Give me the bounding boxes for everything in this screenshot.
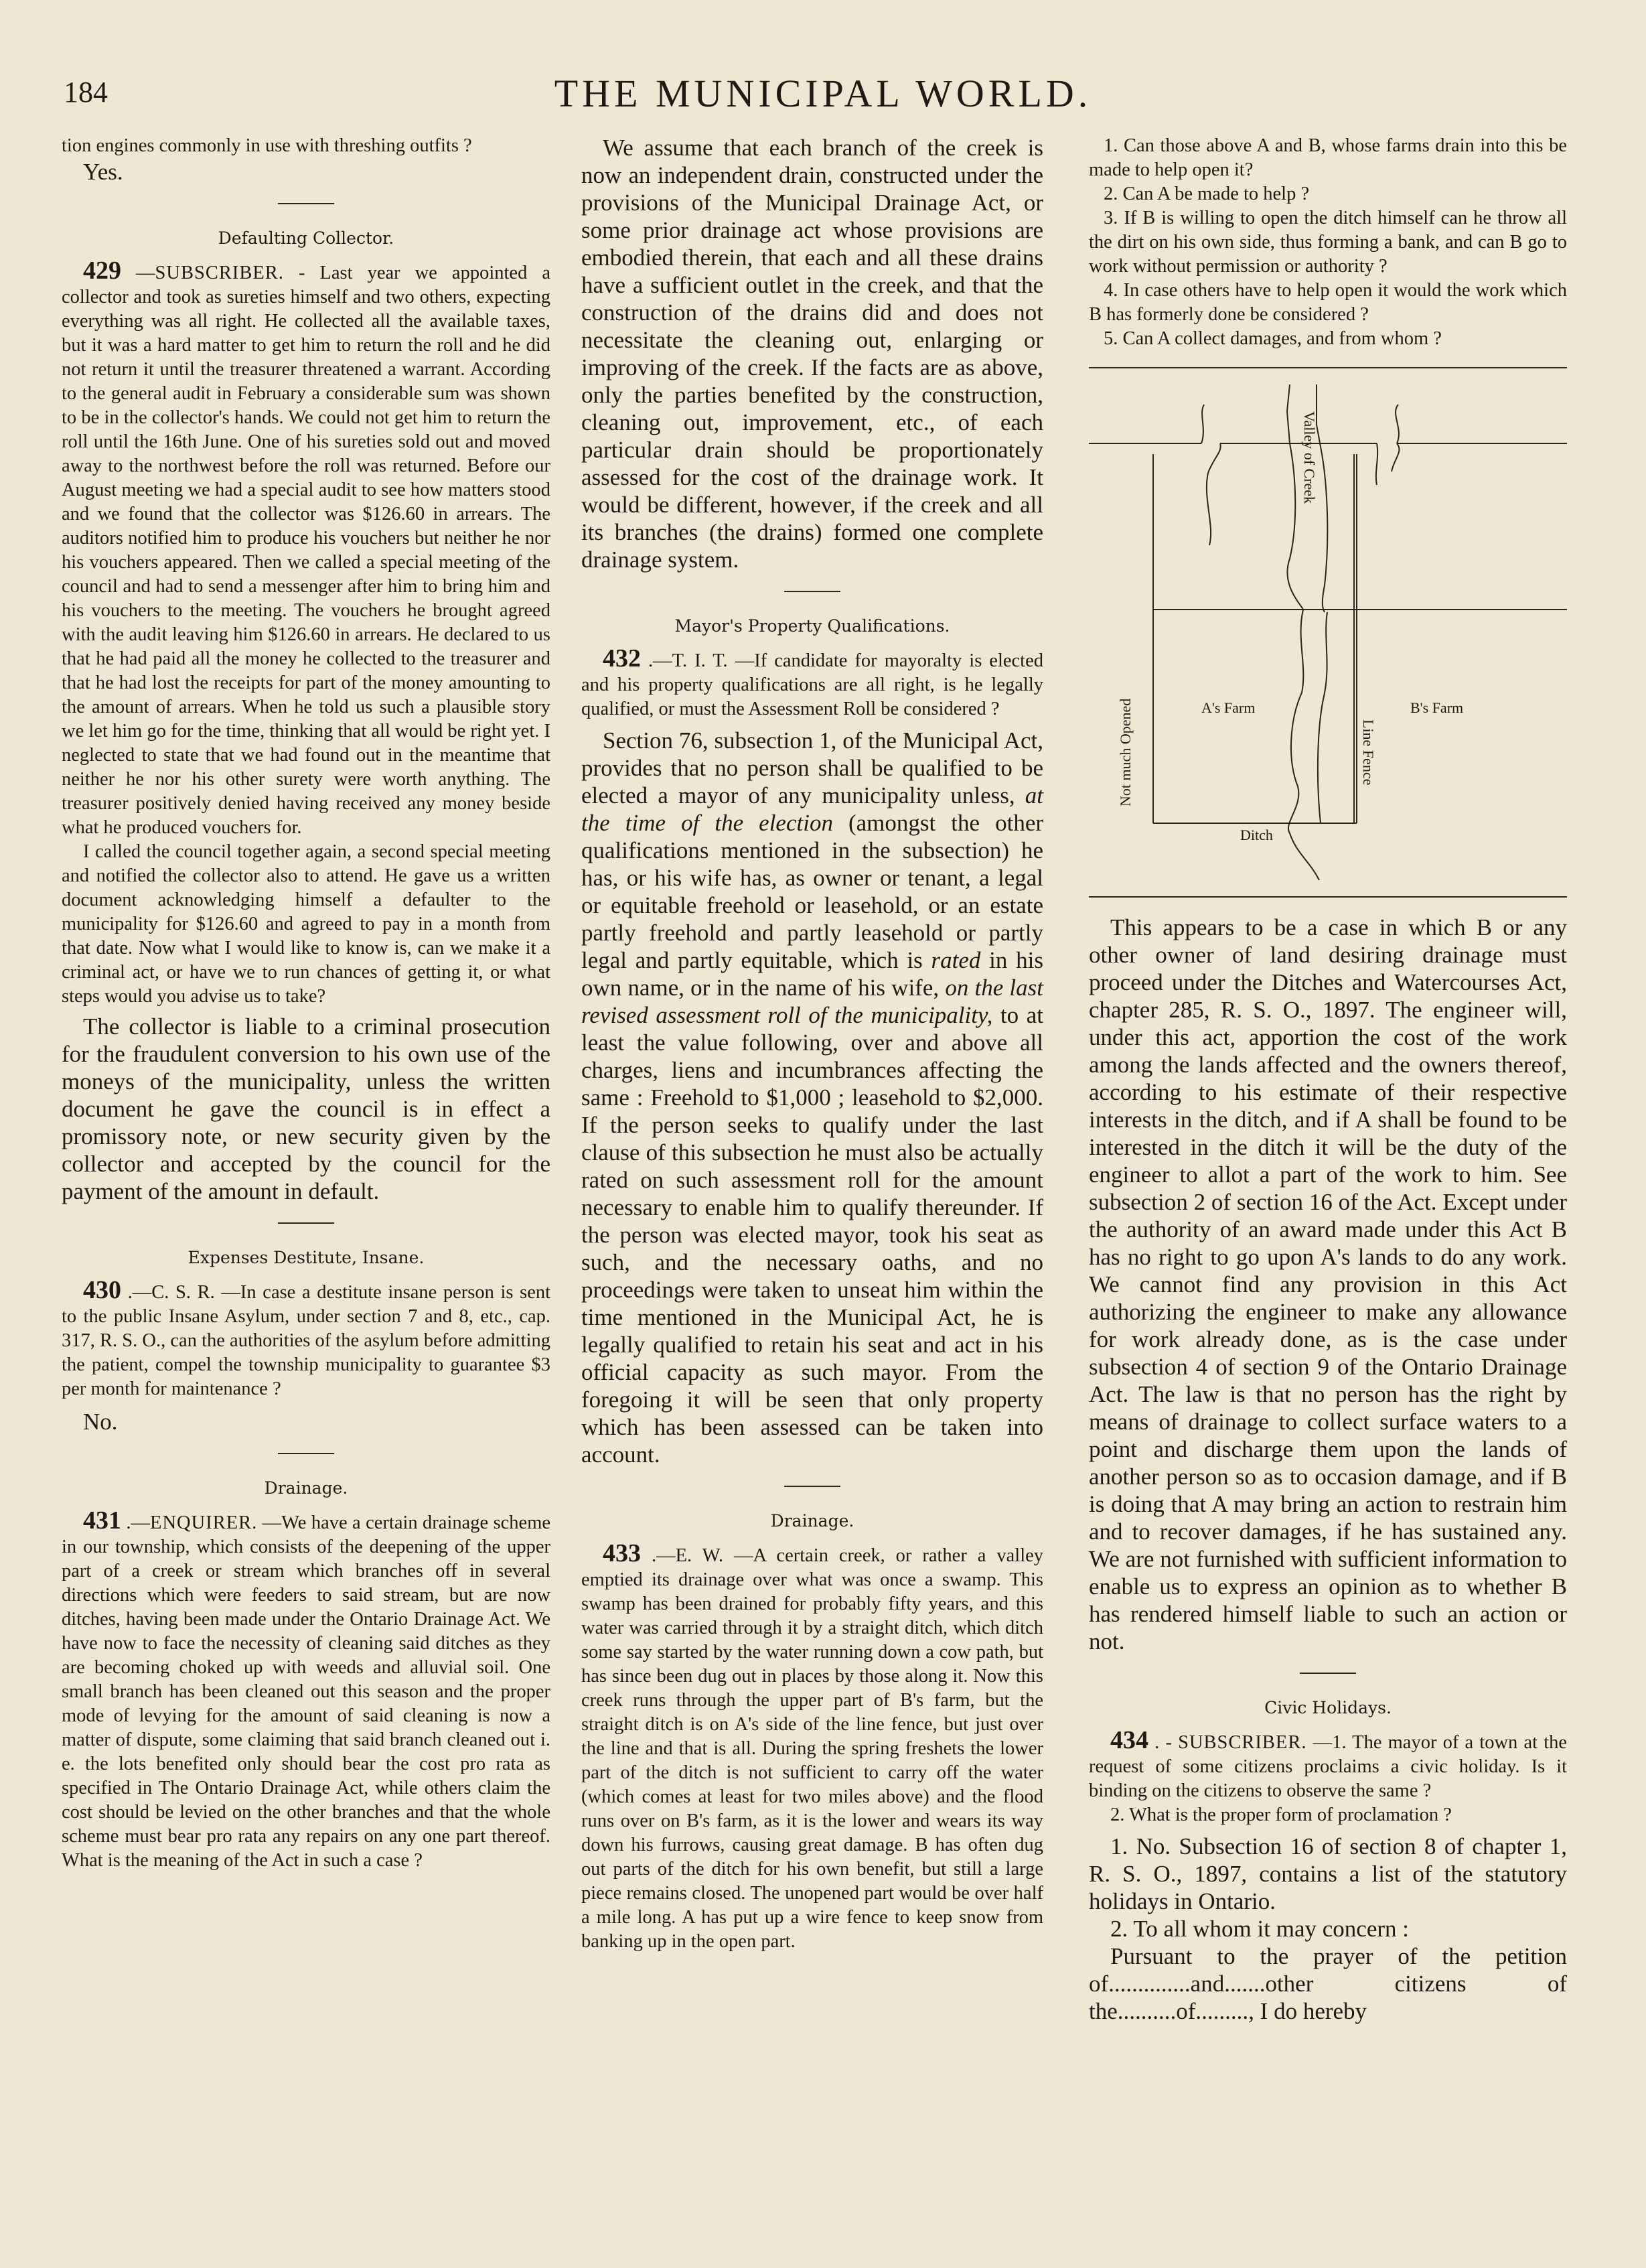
answer-emphasis: rated [931,947,981,973]
farm-diagram-svg [1089,384,1567,880]
question-434: 434 . - SUBSCRIBER. —1. The mayor of a town at the request of some citizens proclaims a civic holiday. Is it binding on the citizens to observe the same ? [1089,1726,1568,1801]
answer: Yes. [83,159,123,185]
farm-diagram [1089,384,1567,880]
tributary [1396,405,1399,443]
divider [278,1453,334,1454]
question-text: If candidate for mayoralty is elected and his property qualifications are all right, is he legally qualified, or must the Assessment Roll be considered ? [581,650,1043,719]
answer-431: We assume that each branch of the creek is now an independent drain, constructed under the provisions of the Municipal Drainage Act, or some prior drainage act whose provisions are embodied therein, that each and all these drains have a sufficient outlet in the creek, and that the construction of the drains did and does not necessitate the cleaning out, enlarging or improving of the creek. If the facts are as above, only the parties benefited by the construction, cleaning out, improvement, etc., of each particular drain should be proportionately assessed for the cost of the drainage work. It would be different, however, if the creek and all its branches (the drains) formed one complete drainage system. [581,135,1043,573]
question-433: 433 .—E. W. —A certain creek, or rather a valley emptied its drainage over what was once a swamp. This swamp has been drained for probably fifty years, and this water was carried through it by a straight ditch, which ditch some say started by the water running down a cow path, but has since been dug out in places by those along it. Now this creek runs through the upper part of B's farm, but the straight ditch is on A's side of the line fence, but just over the line and that is all. During the spring freshets the lower part of the ditch is not sufficient to carry off the water (which comes at least for two miles above) and the flood runs over on B's farm, as it is the lower and wears its way down his furrows, causing great damage. B has often dug out parts of the ditch for his own benefit, but still a large piece remains closed. The unopened part would be over half a mile long. A has put up a wire fence to keep snow from banking up in the open part. [581,1539,1044,1952]
question-author: C. S. R. [151,1282,215,1303]
answer-text: in his own name, or in the name of his wife, [581,947,1043,1001]
label-b-farm: B's Farm [1410,699,1464,716]
answer-434: 1. No. Subsection 16 of section 8 of chapter 1, R. S. O., 1897, contains a list of the statutory holidays in Ontario. [1089,1833,1567,1914]
question-number: 430 [83,1276,121,1304]
question-429: 429 —SUBSCRIBER. - Last year we appointed a collector and took as sureties himself and two others, expecting everything was all right. He collected all the available taxes, but it was a hard matter to get him to return the roll and he did not return it until the treasurer threatened a warrant. According to the general audit in February a considerable sum was shown to be in the collector's hands. We could not get him to return the roll until the 16th June. One of his sureties sold out and moved away to the northwest before the roll was returned. Before our August meeting we had a special audit to see how matters stood and we found that the collector was $126.60 in arrears. The auditors notified him to produce his vouchers but neither he nor his vouchers appeared. Then we called a special meeting of the council and had to send a messenger after him to bring him and his vouchers to the meeting. The vouchers he brought agreed with the audit leaving him $126.60 in arrears. He declared to us that he had paid all the money he collected to the treasurer and that he had lost the receipts for part of the money amounting to the amount of arrears. When he told us such a plausible story we let him go for the time, thinking that all would be right yet. I neglected to state that we had found out in the meantime that neither he nor his other surety were worth anything. The treasurer positively denied having received any money beside what he produced vouchers for. [62,257,551,838]
section-heading: Drainage. [770,1511,854,1531]
divider [1300,1673,1356,1674]
tributary [1376,443,1377,485]
divider [1089,367,1567,368]
question-432: 432 .—T. I. T. —If candidate for mayoralty is elected and his property qualifications are all right, is he legally qualified, or must the Assessment Roll be considered ? [581,644,1043,719]
question-430: 430 .—C. S. R. —In case a destitute insane person is sent to the public Insane Asylum, under section 7 and 8, etc., cap. 317, R. S. O., can the authorities of the asylum before admitting the patient, compel the township municipality to guarantee $3 per month for maintenance ? [62,1276,551,1399]
list-item: 4. In case others have to help open it would the work which B has formerly done be considered ? [1089,280,1567,325]
answer-429: The collector is liable to a criminal prosecution for the fraudulent conversion to his own use of the moneys of the municipality, unless the written document he gave the council is in effect a promissory note, or new security given by the collector and accepted by the council for the payment of the amount in default. [62,1013,550,1204]
label-valley-of-creek: Valley of Creek [1301,411,1318,504]
answer-434: Pursuant to the prayer of the petition of..............and.......other citizens of the..........of........., I do hereby [1089,1943,1567,2024]
answer-emphasis: at the time of the election [581,782,1043,836]
question-text: We have a certain drainage scheme in our township, which consists of the deepening of the upper part of a creek or stream which branches off in several directions which were feeders to said stream, but are now ditches, having been made under the Ontario Drainage Act. We have now to face the necessity of cleaning said ditches as they are becoming choked up with weeds and alluvial soil. One small branch has been cleaned out this season and the proper mode of levying for the amount of said cleaning is now a matter of dispute, some claiming that said branch cleaned out i. e. the lots benefited only should bear the cost pro rata as specified in The Ontario Drainage Act, while others claim the cost should be levied on the other branches and that the whole scheme must bear pro rata any repairs on any one part thereof. What is the meaning of the Act in such a case ? [62,1512,551,1871]
section-heading: Expenses Destitute, Insane. [188,1248,425,1267]
section-heading: Defaulting Collector. [218,228,394,248]
question-text: 1. The mayor of a town at the request of some citizens proclaims a civic holiday. Is it binding on the citizens to observe the same ? [1089,1732,1568,1801]
answer-432 [581,727,1043,1468]
divider [278,203,334,204]
page-header [60,66,1586,119]
section-heading: Mayor's Property Qualifications. [674,616,950,636]
question-number: 429 [83,257,121,285]
question-433-list [1089,134,1567,351]
divider [784,591,840,592]
list-item: 2. Can A be made to help ? [1104,184,1310,204]
straight-ditch [1288,610,1319,880]
ditch-right-bank [1318,612,1327,823]
masthead-title: THE MUNICIPAL WORLD. [554,72,1092,115]
question-text: A certain creek, or rather a valley emptied its drainage over what was once a swamp. This swamp has been drained for probably fifty years, and this water was carried through it by a straight ditch, which ditch some say started by the water running down a cow path, but has since been dug out in places by those along it. Now this creek runs through the upper part of B's farm, but the straight ditch is on A's side of the line fence, but just over the line and that is all. During the spring freshets the lower part of the ditch is not sufficient to carry off the water (which comes at least for two miles above) and the flood runs over on B's farm, as it is the lower and wears its way down his furrows, causing great damage. B has often dug out parts of the ditch for his own benefit, but still a large piece remains closed. The unopened part would be over half a mile long. A has put up a wire fence to keep snow from banking up in the open part. [581,1545,1044,1952]
question-author: SUBSCRIBER. [1178,1732,1307,1753]
list-item: 3. If B is willing to open the ditch himself can he throw all the dirt on his own side, thus forming a bank, and can B go to work without permission or authority ? [1089,208,1567,277]
question-text: 2. What is the proper form of proclamation ? [1110,1804,1452,1825]
answer-emphasis: on the last revised assessment roll of the municipality, [581,975,1043,1028]
question-number: 432 [603,644,641,672]
question-number: 434 [1110,1726,1148,1754]
creek-left-bank [1287,384,1303,610]
answer-434: 2. To all whom it may concern : [1110,1916,1409,1942]
question-author: T. I. T. [672,650,728,671]
column-3 [1089,134,1567,2025]
answer-433: This appears to be a case in which B or any other owner of land desiring drainage must proceed under the Ditches and Watercourses Act, chapter 285, R. S. O., 1897. The engineer will, under this act, apportion the cost of the work among the lands affected and the owners thereof, according to his estimate of their respective interests in the ditch, and if A shall be found to be interested in the ditch it will be the duty of the engineer to allot a part of the work to him. See subsection 2 of section 16 of the Act. Except under the authority of an award made under this Act B has no right to go upon A's lands to do any work. We cannot find any provision in this Act authorizing the engineer to make any allowance for work already done, as is the case under subsection 4 of section 9 of the Ontario Drainage Act. The law is that no person has the right by means of drainage to collect surface waters to a point and discharge them upon the lands of another person so as to occasion damage, and if B is doing that A may bring an action to restrain him and to recover damages, if he has sustained any. We are not furnished with sufficient information to enable us to express an opinion as to whether B has rendered himself liable to such an action or not. [1089,914,1567,1654]
tributary [1392,443,1400,472]
question-author: E. W. [675,1545,723,1566]
list-item: 1. Can those above A and B, whose farms drain into this be made to help open it? [1089,135,1567,180]
question-author: SUBSCRIBER. [155,263,284,283]
answer-text: (amongst the other qualifications mentioned in the subsection) he has, or his wife has, as owner or tenant, a legal or equitable freehold or leasehold, or an estate partly freehold and partly leasehold or partly legal and partly equitable, which is [581,810,1044,973]
divider [1089,896,1567,898]
column-2 [581,134,1043,1954]
divider [278,1222,334,1224]
question-number: 431 [83,1506,121,1535]
answer-text: to at least the value following, over and above all charges, liens and incumbrances affecting the same : Freehold to $1,000 ; leasehold to $2,000. If the person seeks to qualify under the last clause of this subsection he must also be actually rated on such assessment roll for the amount necessary to enable him to qualify thereunder. If the person was elected mayor, took his seat as such, and the necessary oaths, and no proceedings were taken to unseat him within the time mentioned in the Municipal Act, he is legally qualified to retain his seat and act in his official capacity as such mayor. From the foregoing it will be seen that only property which has been assessed can be taken into account. [581,1002,1043,1468]
answer-text: Section 76, subsection 1, of the Municipal Act, provides that no person shall be qualified to be elected a mayor of any municipality unless, [581,727,1043,808]
column-1 [62,134,550,1873]
question-431: 431 .—ENQUIRER. —We have a certain drainage scheme in our township, which consists of the deepening of the upper part of a creek or stream which branches off in several directions which were feeders to said stream, but are now ditches, having been made under the Ontario Drainage Act. We have now to face the necessity of cleaning said ditches as they are becoming choked up with weeds and alluvial soil. One small branch has been cleaned out this season and the proper mode of levying for the amount of said cleaning is now a matter of dispute, some claiming that said branch cleaned out i. e. the lots benefited only should bear the cost pro rata as specified in The Ontario Drainage Act, while others claim the cost should be levied on the other branches and that the whole scheme must bear pro rata any repairs on any one part thereof. What is the meaning of the Act in such a case ? [62,1506,551,1871]
divider [784,1486,840,1487]
question-text: In case a destitute insane person is sent to the public Insane Asylum, under section 7 and 8, etc., cap. 317, R. S. O., can the authorities of the asylum before admitting the patient, compel the township municipality to guarantee $3 per month for maintenance ? [62,1282,551,1399]
label-not-much-opened: Not much Opened [1117,698,1134,806]
question-author: ENQUIRER. [150,1512,258,1533]
question-text: - Last year we appointed a collector and took as sureties himself and two others, expecting everything was all right. He collected all the available taxes, but it was a hard matter to get him to return the roll and he did not return it until the treasurer threatened a warrant. According to the general audit in February a considerable sum was shown to be in the collector's hands. We could not get him to return the roll until the 16th June. One of his sureties sold out and moved away to the northwest before the roll was returned. Before our August meeting we had a special audit to see how matters stood and we found that the collector was $126.60 in arrears. The auditors notified him to produce his vouchers but neither he nor his vouchers appeared. Then we called a special meeting of the council and had to send a messenger after him to bring him and his vouchers to the meeting. The vouchers he brought agreed with the audit leaving him $126.60 in arrears. He declared to us that he had paid all the money he collected to the treasurer and that he had lost the receipts for part of the money amounting to the amount of arrears. When he told us such a plausible story we let him go for the time, thinking that all would be right yet. I neglected to state that we had found out in the meantime that neither he nor his other surety were worth anything. The treasurer positively denied having received any money beside what he produced vouchers for. [62,263,551,838]
page-number: 184 [64,76,108,109]
list-item: 5. Can A collect damages, and from whom ? [1104,328,1442,349]
question-text: I called the council together again, a second special meeting and notified the collector also to attend. He gave us a written document acknowledging himself a defaulter to the municipality for $126.60 and agreed to pay in a month from that date. Now what I would like to know is, can we make it a criminal act, or have we to run chances of getting it, or what steps would you advise us to take? [62,841,550,1007]
answer-430: No. [83,1409,118,1435]
question-number: 433 [603,1539,641,1567]
label-a-farm: A's Farm [1201,699,1256,716]
section-heading: Civic Holidays. [1264,1698,1392,1717]
label-ditch: Ditch [1240,827,1273,843]
section-heading: Drainage. [264,1478,348,1498]
label-line-fence: Line Fence [1360,719,1377,786]
tributary [1207,443,1221,545]
tributary [1201,405,1204,443]
paragraph: tion engines commonly in use with threshing outfits ? [62,135,472,156]
